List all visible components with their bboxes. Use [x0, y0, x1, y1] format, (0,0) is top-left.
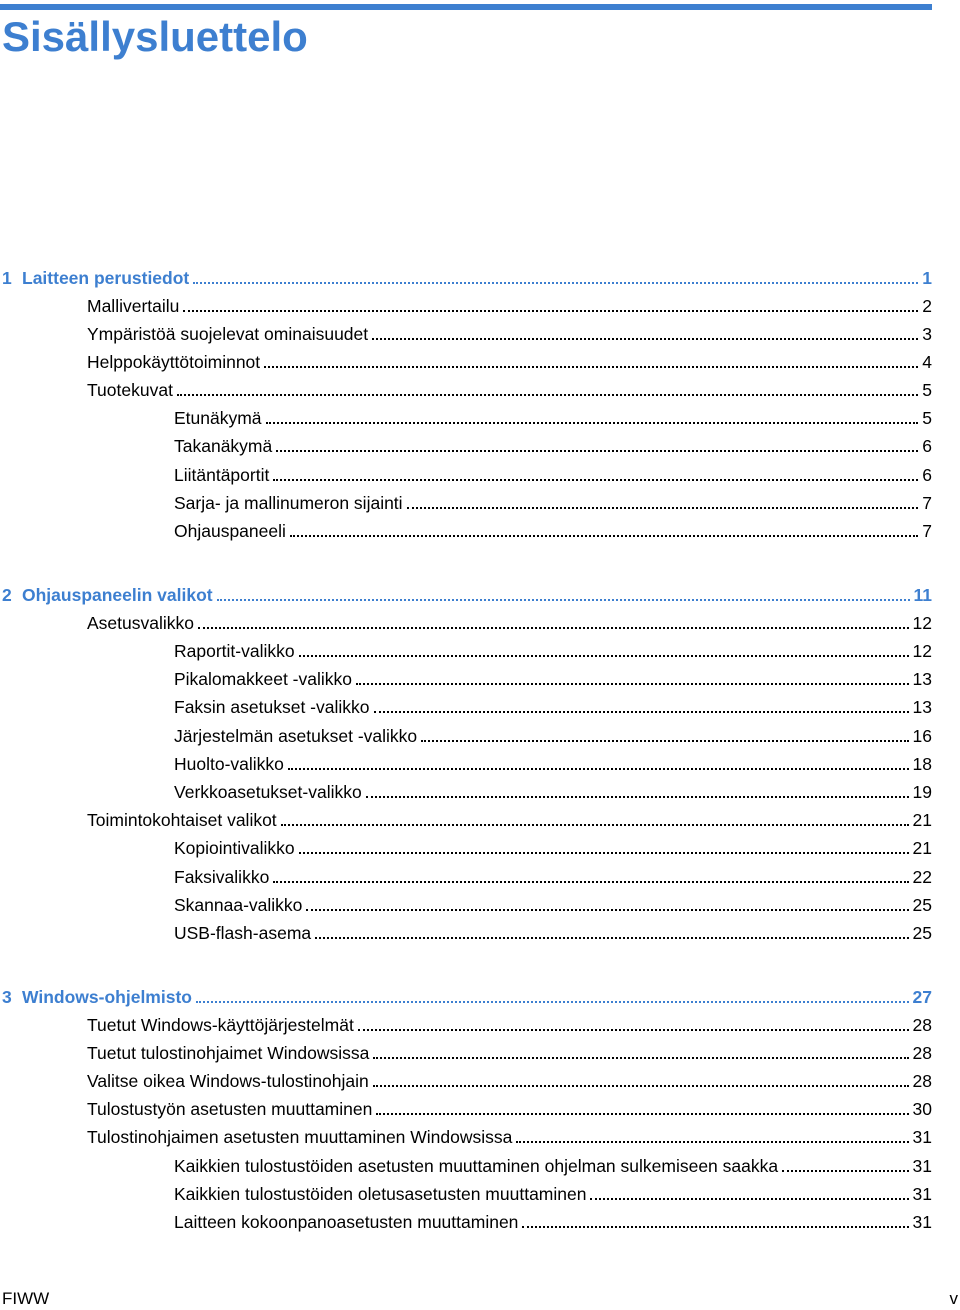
entry-title: Laitteen kokoonpanoasetusten muuttaminen [174, 1212, 519, 1232]
dot-leader [356, 683, 909, 685]
dot-leader [522, 1226, 908, 1228]
entry-page-number: 6 [922, 436, 932, 456]
entry-page-number: 2 [922, 296, 932, 316]
entry-page-number: 4 [922, 352, 932, 372]
toc-entry[interactable] [87, 1096, 932, 1120]
toc-entry[interactable] [174, 1209, 932, 1233]
entry-title: Sarja- ja mallinumeron sijainti [174, 493, 403, 513]
dot-leader [306, 909, 908, 911]
entry-title: Kaikkien tulostustöiden oletusasetusten muuttaminen [174, 1184, 587, 1204]
toc-entry[interactable] [174, 490, 932, 514]
toc-entry[interactable] [174, 405, 932, 429]
entry-page-number: 3 [922, 324, 932, 344]
page-number: v [949, 1289, 958, 1308]
toc-entry[interactable] [174, 518, 932, 542]
entry-title: Tuotekuvat [87, 380, 173, 400]
entry-page-number: 22 [912, 867, 932, 887]
dot-leader [373, 1085, 909, 1087]
entry-page-number: 7 [922, 493, 932, 513]
toc-entry[interactable] [2, 265, 932, 289]
entry-page-number: 7 [922, 521, 932, 541]
toc-entry[interactable] [174, 835, 932, 859]
footer-label: FIWW [2, 1289, 50, 1308]
entry-title: Kaikkien tulostustöiden asetusten muuttaminen ohjelman sulkemiseen saakka [174, 1156, 779, 1176]
dot-leader [373, 1057, 908, 1059]
page-title: Sisällysluettelo [2, 13, 308, 60]
toc-entry[interactable] [87, 377, 932, 401]
entry-page-number: 11 [913, 585, 932, 605]
entry-page-number: 31 [912, 1184, 932, 1204]
entry-title: Asetusvalikko [87, 613, 194, 633]
entry-title: Liitäntäportit [174, 465, 270, 485]
entry-title: Faksin asetukset -valikko [174, 697, 370, 717]
entry-title: Tulostinohjaimen asetusten muuttaminen Windowsissa [87, 1127, 513, 1147]
entry-title: Tulostustyön asetusten muuttaminen [87, 1099, 373, 1119]
dot-leader [281, 824, 909, 826]
dot-leader [196, 1001, 909, 1003]
entry-title: USB-flash-asema [174, 923, 312, 943]
chapter-number: 2 [2, 585, 12, 605]
dot-leader [590, 1198, 908, 1200]
dot-leader [299, 852, 909, 854]
toc-entry[interactable] [174, 666, 932, 690]
dot-leader [273, 881, 908, 883]
chapter-number: 1 [2, 268, 12, 288]
entry-page-number: 28 [912, 1071, 932, 1091]
entry-page-number: 28 [912, 1015, 932, 1035]
dot-leader [407, 507, 919, 509]
dot-leader [177, 394, 918, 396]
entry-page-number: 1 [922, 268, 932, 288]
entry-title: Skannaa-valikko [174, 895, 303, 915]
entry-page-number: 12 [912, 613, 932, 633]
entry-title: Ympäristöä suojelevat ominaisuudet [87, 324, 369, 344]
toc-entry[interactable] [87, 293, 932, 317]
toc-entry[interactable] [174, 723, 932, 747]
entry-page-number: 25 [912, 923, 932, 943]
dot-leader [288, 768, 909, 770]
dot-leader [374, 711, 909, 713]
entry-title: Mallivertailu [87, 296, 180, 316]
chapter-number: 3 [2, 987, 12, 1007]
entry-page-number: 13 [912, 669, 932, 689]
entry-page-number: 5 [922, 408, 932, 428]
entry-title: Toimintokohtaiset valikot [87, 810, 277, 830]
toc-entry[interactable] [87, 807, 932, 831]
toc-entry[interactable] [2, 582, 932, 606]
dot-leader [264, 366, 918, 368]
dot-leader [266, 422, 919, 424]
toc-entry[interactable] [174, 1181, 932, 1205]
toc-entry[interactable] [174, 920, 932, 944]
toc-entry[interactable] [2, 984, 932, 1008]
entry-page-number: 18 [912, 754, 932, 774]
entry-page-number: 16 [912, 726, 932, 746]
dot-leader [273, 479, 918, 481]
entry-title: Valitse oikea Windows-tulostinohjain [87, 1071, 369, 1091]
dot-leader [217, 599, 910, 601]
toc-entry[interactable] [174, 892, 932, 916]
entry-page-number: 25 [912, 895, 932, 915]
toc-entry[interactable] [87, 321, 932, 345]
entry-title: Etunäkymä [174, 408, 262, 428]
dot-leader [290, 535, 918, 537]
entry-page-number: 13 [912, 697, 932, 717]
toc-entry[interactable] [174, 433, 932, 457]
toc-entry[interactable] [174, 638, 932, 662]
entry-title: Verkkoasetukset-valikko [174, 782, 362, 802]
entry-title: Ohjauspaneelin valikot [22, 585, 213, 605]
toc-entry[interactable] [174, 751, 932, 775]
toc-entry[interactable] [174, 694, 932, 718]
toc-entry[interactable] [87, 1068, 932, 1092]
entry-page-number: 27 [912, 987, 932, 1007]
dot-leader [358, 1029, 909, 1031]
toc-entry[interactable] [87, 610, 932, 634]
toc-entry[interactable] [87, 349, 932, 373]
toc-entry[interactable] [87, 1124, 932, 1148]
entry-title: Raportit-valikko [174, 641, 295, 661]
entry-page-number: 21 [912, 838, 932, 858]
dot-leader [516, 1141, 908, 1143]
dot-leader [198, 627, 909, 629]
entry-page-number: 28 [912, 1043, 932, 1063]
entry-page-number: 5 [922, 380, 932, 400]
entry-title: Pikalomakkeet -valikko [174, 669, 352, 689]
dot-leader [421, 740, 908, 742]
dot-leader [782, 1170, 908, 1172]
entry-title: Tuetut tulostinohjaimet Windowsissa [87, 1043, 370, 1063]
dot-leader [276, 450, 918, 452]
dot-leader [299, 655, 909, 657]
entry-page-number: 12 [912, 641, 932, 661]
entry-title: Kopiointivalikko [174, 838, 295, 858]
entry-title: Laitteen perustiedot [22, 268, 190, 288]
toc-entry[interactable] [174, 864, 932, 888]
entry-page-number: 31 [912, 1212, 932, 1232]
dot-leader [193, 282, 918, 284]
toc-entry[interactable] [87, 1012, 932, 1036]
entry-page-number: 30 [912, 1099, 932, 1119]
entry-title: Tuetut Windows-käyttöjärjestelmät [87, 1015, 354, 1035]
toc-entry[interactable] [174, 462, 932, 486]
entry-page-number: 19 [912, 782, 932, 802]
toc-entry[interactable] [174, 779, 932, 803]
toc-entry[interactable] [87, 1040, 932, 1064]
entry-title: Windows-ohjelmisto [22, 987, 192, 1007]
toc-entry[interactable] [174, 1153, 932, 1177]
entry-page-number: 31 [912, 1127, 932, 1147]
dot-leader [366, 796, 909, 798]
entry-title: Faksivalikko [174, 867, 270, 887]
entry-page-number: 21 [912, 810, 932, 830]
dot-leader [315, 937, 908, 939]
dot-leader [183, 310, 918, 312]
entry-title: Järjestelmän asetukset -valikko [174, 726, 418, 746]
entry-title: Huolto-valikko [174, 754, 284, 774]
entry-page-number: 6 [922, 465, 932, 485]
dot-leader [372, 338, 918, 340]
entry-title: Helppokäyttötoiminnot [87, 352, 261, 372]
entry-page-number: 31 [912, 1156, 932, 1176]
entry-title: Takanäkymä [174, 436, 273, 456]
entry-title: Ohjauspaneeli [174, 521, 286, 541]
dot-leader [376, 1113, 908, 1115]
